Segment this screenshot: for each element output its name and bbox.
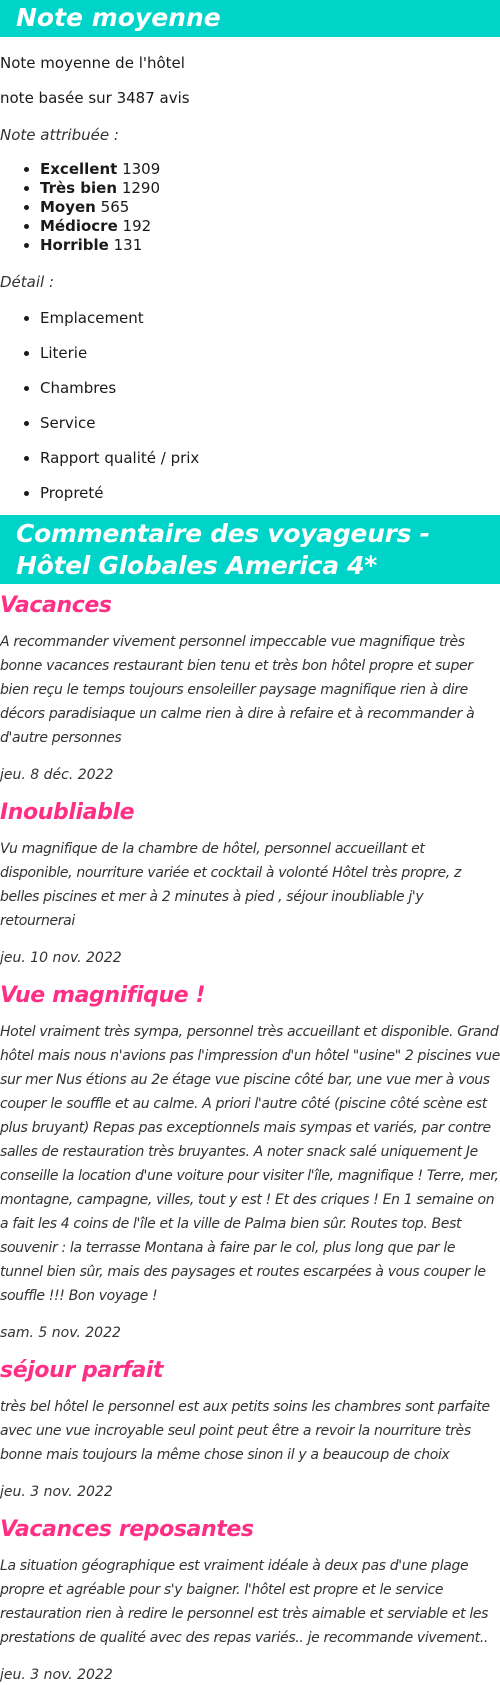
review-card [0,982,500,1343]
review-body: Vu magnifique de la chambre de hôtel, personnel accueillant et disponible, nourriture variée et cocktail à volonté Hôtel très propre, z belles piscines et mer à 2 minutes à pied , séjour inoubliable j'y retournerai [0,841,461,929]
rating-count: 192 [122,217,152,235]
detail-item-proprete: • Propreté [40,483,500,503]
review-date: jeu. 3 nov. 2022 [0,1484,113,1500]
reviews-section-title: Commentaire des voyageurs - Hôtel Globales America 4* [0,515,500,584]
review-title: Vacances reposantes [0,1517,254,1542]
rating-count: 1309 [122,160,161,178]
review-title: Vue magnifique ! [0,983,206,1008]
rating-label: Horrible [40,236,109,254]
detail-criteria-list [0,308,500,503]
rating-item-mediocre [40,217,500,236]
detail-item-rapport-qualite-prix: • Rapport qualité / prix [40,448,500,468]
rating-count: 565 [100,198,130,216]
reviews-count-text: note basée sur 3487 avis [0,89,190,107]
rating-item-tres-bien [40,179,500,198]
rating-section [0,0,500,503]
review-date: sam. 5 nov. 2022 [0,1325,121,1341]
rating-item-excellent [40,160,500,179]
detail-item-emplacement: • Emplacement [40,308,500,328]
detail-item-service: • Service [40,413,500,433]
hotel-rating-label: Note moyenne de l'hôtel [0,54,185,72]
detail-item-literie: • Literie [40,343,500,363]
rating-item-moyen [40,198,500,217]
review-body: La situation géographique est vraiment idéale à deux pas d'une plage propre et agréable pour s'y baigner. l'hôtel est propre et le service restauration rien à redire le personnel est très aimable et serviable et les prestations de qualité avec des repas variés.. je recommande vivement.. [0,1558,489,1646]
rating-label: Excellent [40,160,118,178]
review-card [0,592,500,785]
review-card [0,799,500,968]
review-card [0,1357,500,1502]
review-date: jeu. 10 nov. 2022 [0,950,122,966]
rating-label: Très bien [40,179,118,197]
review-date: jeu. 3 nov. 2022 [0,1667,113,1683]
review-body: Hotel vraiment très sympa, personnel très accueillant et disponible. Grand hôtel mais nous n'avions pas l'impression d'un hôtel "usine" 2 piscines vue sur mer Nus étions au 2e étage vue piscine côté bar, une vue mer à vous couper le souffle et au calme. A priori l'autre côté (piscine côté scène est plus bruyant) Repas pas exceptionnels mais sympas et variés, par contre salles de restauration très bruyantes. A noter snack salé uniquement Je conseille la location d'une voiture pour visiter l'île, magnifique ! Terre, mer, montagne, campagne, villes, tout y est ! Et des criques ! En 1 semaine on a fait les 4 coins de l'île et la ville de Palma bien sûr. Routes top. Best souvenir : la terrasse Montana à faire par le col, plus long que par le tunnel bien sûr, mais des paysages et routes escarpées à vous couper le souffle !!! Bon voyage ! [0,1024,500,1304]
rating-section-title: Note moyenne [0,0,500,37]
review-title: Inoubliable [0,800,135,825]
rating-label: Médiocre [40,217,118,235]
detail-label: Détail : [0,273,55,291]
review-title: séjour parfait [0,1358,164,1383]
rating-breakdown-list [0,160,500,255]
detail-item-chambres: • Chambres [40,378,500,398]
review-card [0,1516,500,1685]
rating-count: 1290 [121,179,161,197]
review-title: Vacances [0,593,112,618]
rating-item-horrible [40,236,500,255]
rating-label: Moyen [40,198,96,216]
reviews-section [0,515,500,1685]
review-date: jeu. 8 déc. 2022 [0,767,114,783]
review-body: très bel hôtel le personnel est aux petits soins les chambres sont parfaite avec une vue incroyable seul point peut être a revoir la nourriture très bonne mais toujours la même chose sinon il y a beaucoup de choix [0,1399,490,1463]
review-body: A recommander vivement personnel impeccable vue magnifique très bonne vacances restaurant bien tenu et très bon hôtel propre et super bien reçu le temps toujours ensoleiller paysage magnifique rien à dire décors paradisiaque un calme rien à dire à refaire et à recommander à d'autre personnes [0,634,475,746]
assigned-rating-label: Note attribuée : [0,126,119,144]
rating-count: 131 [113,236,143,254]
